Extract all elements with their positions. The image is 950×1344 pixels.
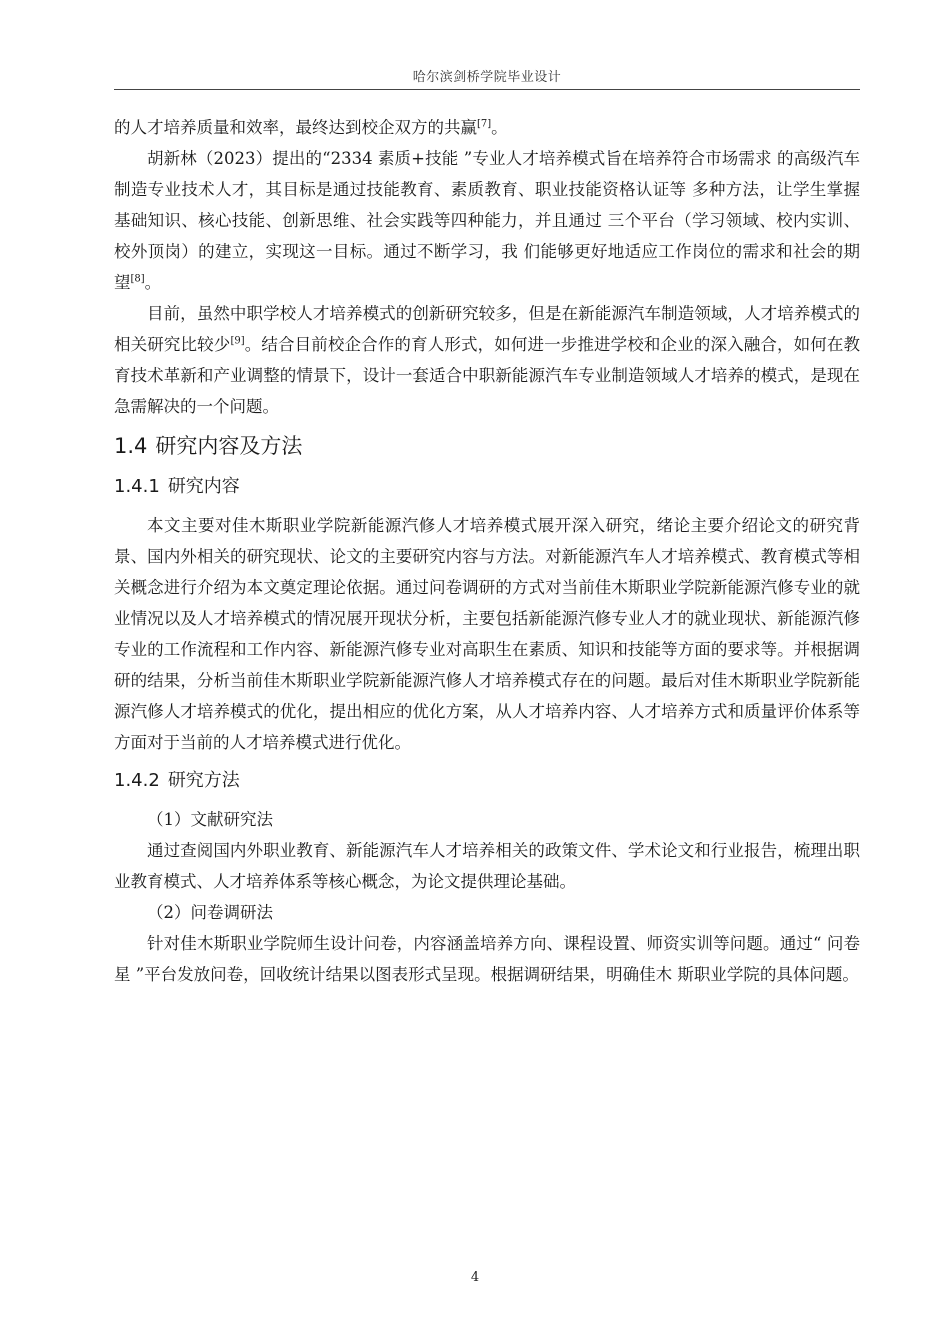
section-heading-1-4 xyxy=(114,428,860,464)
paragraph-literature-method: 通过查阅国内外职业教育、新能源汽车人才培养相关的政策文件、学术论文和行业报告，梳理出职业教育模式、人才培养体系等核心概念，为论文提供理论基础。 xyxy=(114,841,860,891)
paragraph-research-content: 本文主要对佳木斯职业学院新能源汽修人才培养模式展开深入研究，绪论主要介绍论文的研究背景、国内外相关的研究现状、论文的主要研究内容与方法。对新能源汽车人才培养模式、教育模式等相关概念进行介绍为本文奠定理论依据。通过问卷调研的方式对当前佳木斯职业学院新能源汽修专业的就业情况以及人才培养模式的情况展开现状分析，主要包括新能源汽修专业人才的就业现状、新能源汽修专业的工作流程和工作内容、新能源汽修专业对高职生在素质、知识和技能等方面的要求等。并根据调研的结果，分析当前佳木斯职业学院新能源汽修人才培养模式存在的问题。最后对佳木斯职业学院新能源汽修人才培养模式的优化，提出相应的优化方案，从人才培养内容、人才培养方式和质量评价体系等方面对于当前的人才培养模式进行优化。 xyxy=(114,516,860,752)
paragraph-text: 目前，虽然中职学校人才培养模式的创新研究较多，但是在新能源汽车制造领域，人才培养模式的相关研究比较少 xyxy=(114,304,860,354)
paragraph-tail: 。结合目前校企合作的育人形式，如何进一步推进学校和企业的深入融合，如何在教育技术革新和产业调整的情景下，设计一套适合中职新能源汽车专业制造领域人才培养的模式，是现在急需解决的一个问题。 xyxy=(114,335,861,416)
paragraph-tail: 。 xyxy=(144,273,162,292)
subsection-title: 研究内容 xyxy=(167,476,240,497)
subsection-number: 1.4.1 xyxy=(114,476,160,497)
paragraph-current-status xyxy=(114,298,860,422)
subsection-title: 研究方法 xyxy=(167,770,240,791)
method-item-literature: （1）文献研究法 xyxy=(147,810,273,829)
paragraph-tail: 。 xyxy=(491,118,508,137)
paragraph-text: 胡新林（2023）提出的“2334 素质+技能 ”专业人才培养模式旨在培养符合市场需求 的高级汽车制造专业技术人才，其目标是通过技能教育、素质教育、职业技能资格认证等 多种方法，让学生掌握基础知识、核心技能、创新思维、社会实践等四种能力，并且通过 三个平台（学习领域、校内实训、校外顶岗）的建立，实现这一目标。通过不断学习，我 们能够更好地适应工作岗位的需求和社会的期望 xyxy=(114,149,860,292)
subsection-heading-1-4-1 xyxy=(114,470,860,504)
page-header: 哈尔滨剑桥学院毕业设计 xyxy=(412,70,562,85)
section-title: 研究内容及方法 xyxy=(155,434,303,458)
paragraph-continuation xyxy=(114,112,860,143)
subsection-heading-1-4-2 xyxy=(114,764,860,798)
subsection-number: 1.4.2 xyxy=(114,770,160,791)
citation-ref: [7] xyxy=(477,118,492,130)
citation-ref: [8] xyxy=(130,273,145,285)
paragraph-text: 的人才培养质量和效率，最终达到校企双方的共赢 xyxy=(114,118,477,137)
header-divider xyxy=(114,89,860,90)
citation-ref: [9] xyxy=(230,335,245,347)
paragraph-hu-xinlin xyxy=(114,143,860,298)
method-item-questionnaire: （2）问卷调研法 xyxy=(147,903,273,922)
section-number: 1.4 xyxy=(114,434,148,458)
page-number: 4 xyxy=(470,1270,480,1285)
page-body xyxy=(114,112,860,990)
paragraph-questionnaire-method: 针对佳木斯职业学院师生设计问卷，内容涵盖培养方向、课程设置、师资实训等问题。通过“ 问卷星 ”平台发放问卷，回收统计结果以图表形式呈现。根据调研结果，明确佳木 斯职业学院的具体问题。 xyxy=(114,934,860,984)
